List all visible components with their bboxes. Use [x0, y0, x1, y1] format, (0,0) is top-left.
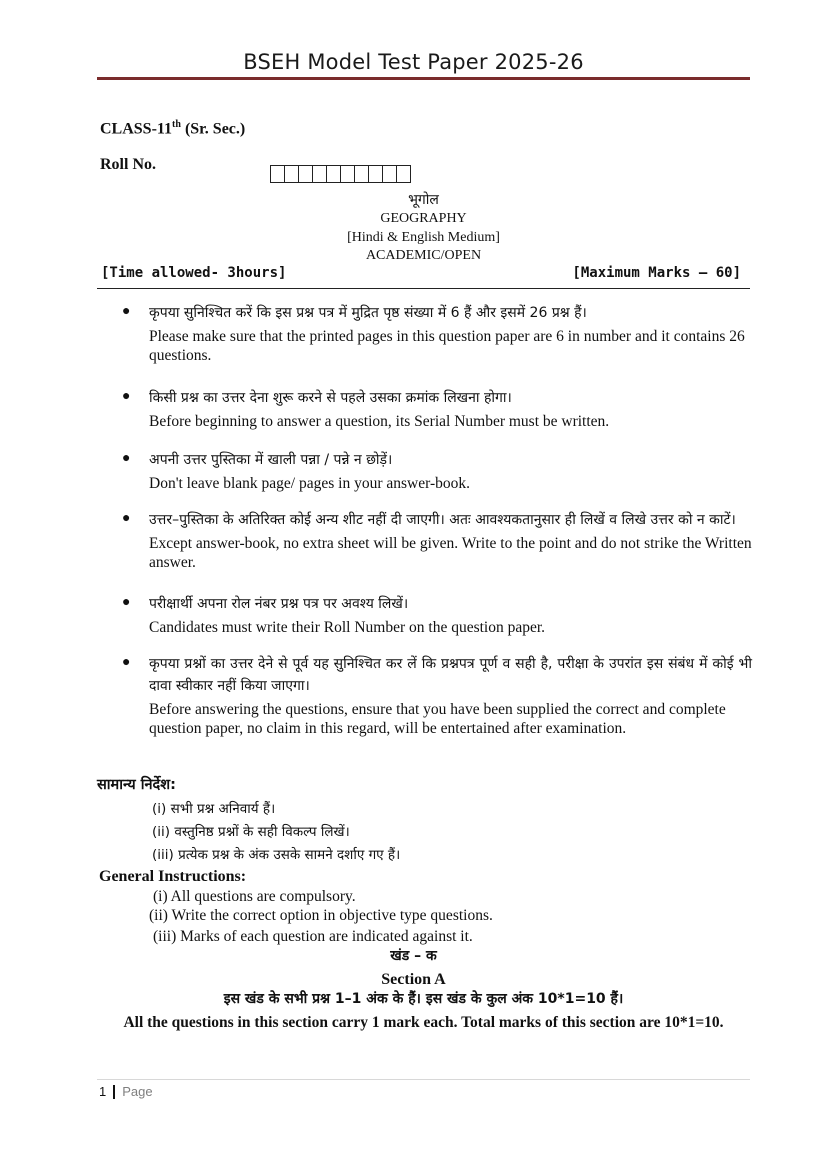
general-instruction-hindi: (i) सभी प्रश्न अनिवार्य हैं। — [152, 801, 276, 817]
roll-number-box[interactable] — [340, 165, 355, 183]
footer-separator — [113, 1085, 115, 1099]
class-superscript: th — [172, 119, 181, 130]
paper-type: ACADEMIC/OPEN — [365, 248, 482, 263]
bullet-icon: ● — [122, 595, 131, 610]
instruction-hindi: अपनी उत्तर पुस्तिका में खाली पन्ना / पन्ने न छोड़ें। — [149, 452, 393, 468]
instruction-hindi: किसी प्रश्न का उत्तर देना शुरू करने से पहले उसका क्रमांक लिखना होगा। — [149, 390, 512, 406]
instruction-hindi: कृपया प्रश्नों का उत्तर देने से पूर्व यह सुनिश्चित कर लें कि प्रश्नपत्र पूर्ण व सही है, परीक्षा के उपरांत इस संबंध में कोई भी दावा स्वीकार नहीं किया जाएगा। — [149, 656, 752, 694]
section-title: Section A — [381, 971, 446, 988]
instruction-item — [122, 653, 752, 738]
instruction-english: Before beginning to answer a question, its Serial Number must be written. — [149, 413, 610, 430]
instruction-english: Except answer-book, no extra sheet will be given. Write to the point and do not strike the Written answer. — [149, 535, 752, 571]
roll-number-box[interactable] — [284, 165, 299, 183]
instruction-item — [122, 302, 752, 365]
section-note-english: All the questions in this section carry 1 mark each. Total marks of this section are 10*1=10. — [123, 1014, 724, 1031]
general-instruction-hindi: (ii) वस्तुनिष्ठ प्रश्नों के सही विकल्प लिखें। — [152, 824, 350, 840]
instruction-item — [122, 387, 752, 431]
bullet-icon: ● — [122, 304, 131, 319]
general-instruction-english: (ii) Write the correct option in objective type questions. — [149, 907, 493, 924]
instruction-hindi: उत्तर–पुस्तिका के अतिरिक्त कोई अन्य शीट नहीं दी जाएगी। अतः आवश्यकतानुसार ही लिखें व लिखे उत्तर को न काटें। — [149, 512, 736, 528]
instruction-item — [122, 449, 752, 493]
roll-number-label: Roll No. — [100, 156, 156, 173]
roll-number-box[interactable] — [312, 165, 327, 183]
instruction-english: Candidates must write their Roll Number on the question paper. — [149, 619, 546, 636]
instruction-english: Don't leave blank page/ pages in your answer-book. — [149, 475, 470, 492]
subject-english: GEOGRAPHY — [380, 211, 467, 226]
bullet-icon: ● — [122, 655, 131, 670]
subject-hindi: भूगोल — [408, 193, 439, 208]
instruction-hindi: कृपया सुनिश्चित करें कि इस प्रश्न पत्र में मुद्रित पृष्ठ संख्या में 6 हैं और इसमें 26 प्रश्न हैं। — [149, 305, 587, 321]
instruction-english: Before answering the questions, ensure that you have been supplied the correct and complete question paper, no claim in this regard, will be entertained after examination. — [149, 701, 726, 737]
page-footer — [99, 1084, 153, 1099]
roll-number-box[interactable] — [382, 165, 397, 183]
page-label: Page — [122, 1084, 153, 1099]
class-suffix: (Sr. Sec.) — [180, 120, 246, 138]
header-divider — [97, 77, 750, 80]
section-note-hindi: इस खंड के सभी प्रश्न 1–1 अंक के हैं। इस खंड के कुल अंक 10*1=10 हैं। — [223, 991, 624, 1007]
medium-label: [Hindi & English Medium] — [347, 230, 500, 245]
general-instruction-hindi: (iii) प्रत्येक प्रश्न के अंक उसके सामने दर्शाए गए हैं। — [152, 847, 401, 863]
bullet-icon: ● — [122, 389, 131, 404]
roll-number-box[interactable] — [354, 165, 369, 183]
time-marks-row — [101, 265, 741, 281]
bullet-icon: ● — [122, 511, 131, 526]
paper-title: BSEH Model Test Paper 2025-26 — [243, 50, 584, 74]
general-instructions-hindi-title: सामान्य निर्देश: — [97, 777, 176, 793]
class-prefix: CLASS-11 — [100, 120, 173, 138]
section-title-hindi: खंड – क — [390, 948, 437, 964]
time-allowed: [Time allowed- 3hours] — [101, 265, 287, 281]
roll-number-box[interactable] — [270, 165, 285, 183]
class-label — [100, 119, 245, 138]
roll-number-boxes[interactable] — [270, 165, 410, 183]
instructions-divider — [97, 288, 750, 289]
instruction-item — [122, 593, 752, 637]
bullet-icon: ● — [122, 451, 131, 466]
instruction-english: Please make sure that the printed pages in this question paper are 6 in number and it contains 26 questions. — [149, 328, 745, 364]
instruction-hindi: परीक्षार्थी अपना रोल नंबर प्रश्न पत्र पर अवश्य लिखें। — [149, 596, 409, 612]
general-instructions-title: General Instructions: — [99, 868, 247, 885]
instruction-item — [122, 509, 752, 572]
roll-number-box[interactable] — [326, 165, 341, 183]
roll-number-box[interactable] — [368, 165, 383, 183]
general-instruction-english: (i) All questions are compulsory. — [153, 888, 356, 905]
maximum-marks: [Maximum Marks – 60] — [572, 265, 741, 281]
roll-number-box[interactable] — [396, 165, 411, 183]
footer-divider — [97, 1079, 750, 1080]
roll-number-box[interactable] — [298, 165, 313, 183]
page-number: 1 — [99, 1084, 107, 1099]
general-instruction-english: (iii) Marks of each question are indicated against it. — [153, 928, 473, 945]
